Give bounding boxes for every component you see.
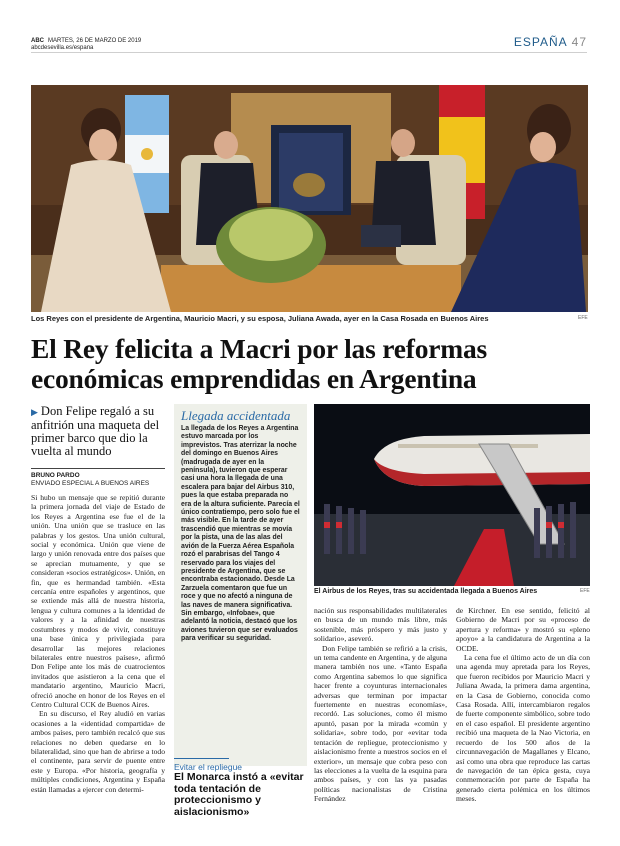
body-paragraph: En su discurso, el Rey aludió en varias ocasiones a la «identidad compartida» de ambos países, pero también recalcó que sus relaciones no deben quedarse en lo bilateralidad, sino que han de abrirse a todo el continente, para servir de puente entre este y Europa. «Por historia, geografía y múltiples condiciones, Argentina y España están llamadas a ejercer con determi- — [31, 709, 165, 794]
sidebar-body: La llegada de los Reyes a Argentina estuvo marcada por los imprevistos. Tras aterrizar la noche del domingo en Buenos Aires (madrugada de ayer en la península), tuvieron que esperar casi una hora la llegada de una escalera para bajar del Airbus 310, pues la que estaba preparada no era de la altura suficiente. Parecía el único contratiempo, pero solo fue el más visible. En la tarde de ayer trascendió que mientras se movía por la pista, una de las alas del avión de la Fuerza Aérea Española rozó el parabrisas del Tango 4 reservado para los viajes del presidente de Argentina, que se encontraba estacionado. Desde La Zarzuela comentaron que fue un roce y que no afectó a ninguna de las naves de manera significativa. Sin embargo, «Infobae», que adelantó la noticia, destacó que los aviones tuvieron que ser evaluados para verificar su seguridad. — [181, 425, 300, 643]
body-paragraph: Don Felipe también se refirió a la crisis, un tema candente en Argentina, y de alguna manera también nos une. «Tanto España como Argentina sabemos lo que significa hacer frente a coyunturas internacionales adversas que terminan por impactar fuertemente en nuestras economías», recordó. Las soluciones, como él mismo apuntó, pasan por la mirada «común y solidaria», sobre todo, por «evitar toda tentación de repliegue, proteccionismo y aislacionismo frente a nuestros socios en el exterior», un mensaje que cobra peso con las elecciones a la vuelta de la esquina para ambos países, y con las ya pasadas políticas nacionalistas de Cristina Fernández — [314, 643, 447, 804]
pullquote-rule — [174, 758, 229, 759]
header-divider — [31, 52, 587, 53]
section-name: ESPAÑA — [513, 35, 568, 49]
subhead-text: Don Felipe regaló a su anfitrión una maqueta del primer barco que dio la vuelta al mundo — [31, 404, 160, 458]
byline-divider — [31, 468, 165, 469]
article-column-4 — [456, 606, 590, 804]
sidebar-title: Llegada accidentada — [181, 408, 291, 423]
airplane-photo-credit: EFE — [580, 588, 590, 594]
airplane-photo-caption: El Airbus de los Reyes, tras su accidentada llegada a Buenos Aires — [314, 588, 538, 595]
airplane-photo — [314, 404, 590, 586]
author-role: ENVIADO ESPECIAL A BUENOS AIRES — [31, 480, 150, 487]
airplane-photo-illustration — [314, 404, 590, 586]
publication-name: ABC — [31, 38, 44, 44]
article-subhead — [31, 405, 171, 458]
triangle-bullet-icon: ▶ — [31, 407, 38, 417]
section-header — [514, 35, 587, 49]
article-column-1 — [31, 493, 165, 794]
section-url: abcdesevilla.es/espana — [31, 45, 94, 51]
article-column-3 — [314, 606, 447, 804]
main-photo-credit: EFE — [578, 315, 588, 321]
main-photo — [31, 85, 588, 312]
page-number: 47 — [571, 35, 587, 49]
author-name: BRUNO PARDO — [31, 472, 80, 479]
body-paragraph: de Kirchner. En ese sentido, felicitó al Gobierno de Macri por su «proceso de apertura y reforma» y mostró su «pleno apoyo» a la candidatura de Argentina a la OCDE. — [456, 606, 590, 653]
byline — [31, 472, 166, 488]
page-header-left — [31, 38, 141, 52]
sidebar-box — [174, 404, 307, 766]
body-paragraph: La cena fue el último acto de un día con una agenda muy apretada para los Reyes, que fueron recibidos por Mauricio Macri y Juliana Awada, la primera dama argentina, en la Casa de Gobierno, conocida como Casa Rosada. Allí, intercambiaron regalos de fuerte componente simbólico, sobre todo en el caso español. El presidente argentino recibió una maqueta de la Nao Victoria, en recuerdo de los 500 años de la circunnavegación de Magallanes y Elcano, así como una obra que reproduce las cartas de navegación de tan épica gesta, cuya conmemoración por parte de España ha generado cierta polémica en los últimos meses. — [456, 653, 590, 804]
main-photo-caption: Los Reyes con el presidente de Argentina, Mauricio Macri, y su esposa, Juliana Awada, ayer en la Casa Rosada en Buenos Aires — [31, 314, 489, 323]
article-headline: El Rey felicita a Macri por las reformas económicas emprendidas en Argentina — [31, 333, 488, 394]
issue-date: MARTES, 26 DE MARZO DE 2019 — [48, 38, 142, 44]
main-photo-illustration — [31, 85, 588, 312]
body-paragraph: nación sus responsabilidades multilaterales en busca de un mundo más libre, más sostenible, más próspero y más justo y solidario», aseveró. — [314, 606, 447, 644]
pullquote-kicker: Evitar el repliegue — [174, 762, 243, 772]
body-paragraph: Si hubo un mensaje que se repitió durante la primera jornada del viaje de Estado de los Reyes a Argentina ese fue el de la unión. Una unión que se trasluce en las palabras y los gestos. Una unión cultural, social y económica. Unión que viene de largo y unión renovada entre dos países que se aprecian mutuamente, y que se consideran «socios estratégicos». Unión, en fin, que es hermandad también. «Esta cercanía entre españoles y argentinos, que se extiende más allá de nuestra historia, lengua y cultura comunes a la identidad de valores y a la afinidad de nuestras costumbres y modos de vivir, constituye una base única y privilegiada para desarrollar las mejores relaciones bilaterales entre nuestros países», afirmó Don Felipe ante los más de cuatrocientos invitados que asistieron a la cena que el mandatario argentino, Mauricio Macri, ofreció anoche en honor de los Reyes en el Centro Cultural CCK de Buenos Aires. — [31, 493, 165, 709]
pullquote-text: El Monarca instó a «evitar toda tentación de proteccionismo y aislacionismo» — [174, 771, 304, 818]
